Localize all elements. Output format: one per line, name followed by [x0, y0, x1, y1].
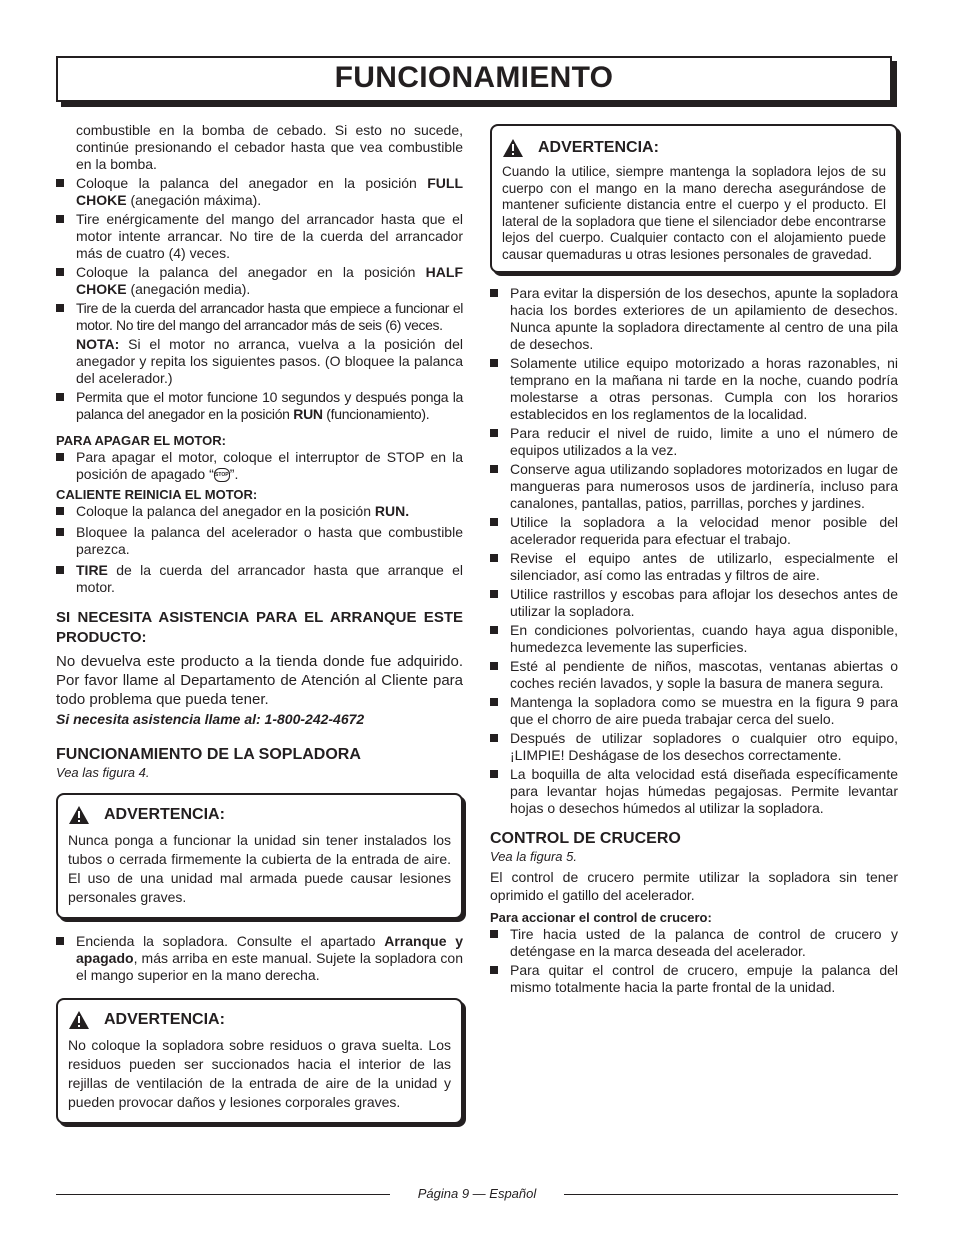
warning-triangle-icon — [68, 1010, 90, 1030]
cruise-control-heading: CONTROL DE CRUCERO — [490, 830, 681, 847]
list-item: Para reducir el nivel de ruido, limite a uno el número de equipos utilizados a la vez. — [490, 425, 898, 459]
warning-triangle-icon — [502, 138, 524, 158]
warning-box-assembly — [56, 793, 463, 919]
stop-switch-icon: STOP — [214, 468, 230, 482]
list-item: Tire enérgicamente del mango del arrancador hasta que el motor intente arrancar. No tire de la cuerda del arrancador más de cuatro (4) veces. — [56, 211, 463, 262]
list-item: La boquilla de alta velocidad está diseñada específicamente para levantar hojas húmedas pegajosas. Permite levantar hojas o desechos húmedos al utilizar la sopladora. — [490, 766, 898, 817]
list-item: TIRE de la cuerda del arrancador hasta que arranque el motor. — [56, 562, 463, 596]
left-column — [56, 122, 463, 1124]
warning-box-body-distance — [490, 124, 898, 273]
list-item: Coloque la palanca del anegador en la posición HALF CHOKE (anegación media). — [56, 264, 463, 298]
warning-box-gravel — [56, 998, 463, 1124]
warning-title: ADVERTENCIA: — [68, 1010, 451, 1030]
list-item: Encienda la sopladora. Consulte el apartado Arranque y apagado, más arriba en este manual. Sujete la sopladora con el mango superior en la mano derecha. — [56, 933, 463, 984]
list-item: Coloque la palanca del anegador en la posición RUN. — [56, 503, 463, 520]
hot-restart-heading: CALIENTE REINICIA EL MOTOR: — [56, 487, 258, 502]
assistance-text: No devuelva este producto a la tienda donde fue adquirido. Por favor llame al Departamento de Atención al Cliente para todo problema que pueda tener. — [56, 653, 463, 708]
page-title: FUNCIONAMIENTO — [334, 61, 614, 94]
cruise-control-text: El control de crucero permite utilizar la sopladora sin tener oprimido el gatillo del acelerador. — [490, 869, 898, 903]
list-item: Después de utilizar sopladores o cualquier otro equipo, ¡LIMPIE! Deshágase de los desechos correctamente. — [490, 730, 898, 764]
list-item: Utilice la sopladora a la velocidad menor posible del acelerador requerida para efectuar el trabajo. — [490, 514, 898, 548]
warning-title: ADVERTENCIA: — [68, 805, 451, 825]
page-footer: Página 9 — Español — [417, 1186, 537, 1201]
list-item: Para quitar el control de crucero, empuje la palanca del mismo totalmente hacia la parte frontal de la unidad. — [490, 962, 898, 996]
list-item: Utilice rastrillos y escobas para aflojar los desechos antes de utilizar la sopladora. — [490, 586, 898, 620]
assistance-phone: Si necesita asistencia llame al: 1-800-242-4672 — [56, 711, 365, 727]
list-item: Revise el equipo antes de utilizarlo, especialmente el silenciador, así como las entradas y filtros de aire. — [490, 550, 898, 584]
list-item: Solamente utilice equipo motorizado a horas razonables, ni temprano en la mañana ni tarde en la noche, cuando podría molestarse a otras personas. Cumpla con los horarios establecidos en los reglamentos de la localidad. — [490, 355, 898, 423]
list-item: Mantenga la sopladora como se muestra en la figura 9 para que el chorro de aire pueda trabajar cerca del suelo. — [490, 694, 898, 728]
list-item: En condiciones polvorientas, cuando haya agua disponible, humedezca levemente las superficies. — [490, 622, 898, 656]
warning-text: Cuando la utilice, siempre mantenga la sopladora lejos de su cuerpo con el mango en la mano derecha asegurándose de mantener suficiente distancia entre el cuerpo y el producto. El lateral de la sopladora que tiene el silenciador debe encontrarse lejos del cuerpo. Cualquier contacto con el alojamiento puede causar quemaduras u otras lesiones personales de gravedad. — [502, 164, 886, 262]
right-column — [490, 124, 898, 998]
stop-engine-heading: PARA APAGAR EL MOTOR: — [56, 433, 226, 448]
note-text: NOTA: Si el motor no arranca, vuelva a la posición del anegador y repita los siguientes pasos. (O bloquee la palanca del acelerador.) — [76, 336, 463, 386]
cruise-control-subheading: Para accionar el control de crucero: — [490, 910, 712, 925]
safety-bullet-list — [490, 285, 898, 817]
list-item: Esté al pendiente de niños, mascotas, ventanas abiertas o coches recién lavados, y sople la basura de manera segura. — [490, 658, 898, 692]
list-item: Para evitar la dispersión de los desechos, apunte la sopladora hacia los bordes exteriores de un apilamiento de desechos. Nunca apunte la sopladora directamente al centro de una pila de desechos. — [490, 285, 898, 353]
footer-rule-left — [56, 1194, 390, 1195]
list-item: Coloque la palanca del anegador en la posición FULL CHOKE (anegación máxima). — [56, 175, 463, 209]
list-item: Para apagar el motor, coloque el interruptor de STOP en la posición de apagado “STOP”. — [56, 449, 463, 483]
warning-title: ADVERTENCIA: — [502, 138, 886, 158]
continued-text: combustible en la bomba de cebado. Si esto no sucede, continúe presionando el cebador hasta que vea combustible en la bomba. — [76, 122, 463, 172]
page-header — [56, 56, 892, 102]
blower-operation-figure-ref: Vea las figura 4. — [56, 765, 150, 780]
list-item: Bloquee la palanca del acelerador o hasta que combustible parezca. — [56, 524, 463, 558]
warning-text: Nunca ponga a funcionar la unidad sin tener instalados los tubos o cerrada firmemente la cubierta de la entrada de aire. El uso de una unidad mal armada puede causar lesiones personales graves. — [68, 832, 451, 905]
assistance-heading: SI NECESITA ASISTENCIA PARA EL ARRANQUE ESTE PRODUCTO: — [56, 609, 463, 646]
footer-rule-right — [564, 1194, 898, 1195]
cruise-control-figure-ref: Vea la figura 5. — [490, 849, 577, 864]
list-item: Permita que el motor funcione 10 segundos y después ponga la palanca del anegador en la posición RUN (funcionamiento). — [56, 389, 463, 423]
warning-text: No coloque la sopladora sobre residuos o grava suelta. Los residuos pueden ser succionados hacia el interior de las rejillas de ventilación de la entrada de aire de la unidad y pueden provocar daños y lesiones corporales graves. — [68, 1037, 451, 1110]
warning-triangle-icon — [68, 805, 90, 825]
list-item: Tire de la cuerda del arrancador hasta que empiece a funcionar el motor. No tire del mango del arrancador más de seis (6) veces. — [56, 300, 463, 334]
blower-operation-heading: FUNCIONAMIENTO DE LA SOPLADORA — [56, 746, 361, 763]
list-item: Tire hacia usted de la palanca de control de crucero y deténgase en la marca deseada del acelerador. — [490, 926, 898, 960]
list-item: Conserve agua utilizando sopladores motorizados en lugar de mangueras para numerosos usos de jardinería, incluso para canalones, pantallas, patios, parrillas, porches y jardines. — [490, 461, 898, 512]
